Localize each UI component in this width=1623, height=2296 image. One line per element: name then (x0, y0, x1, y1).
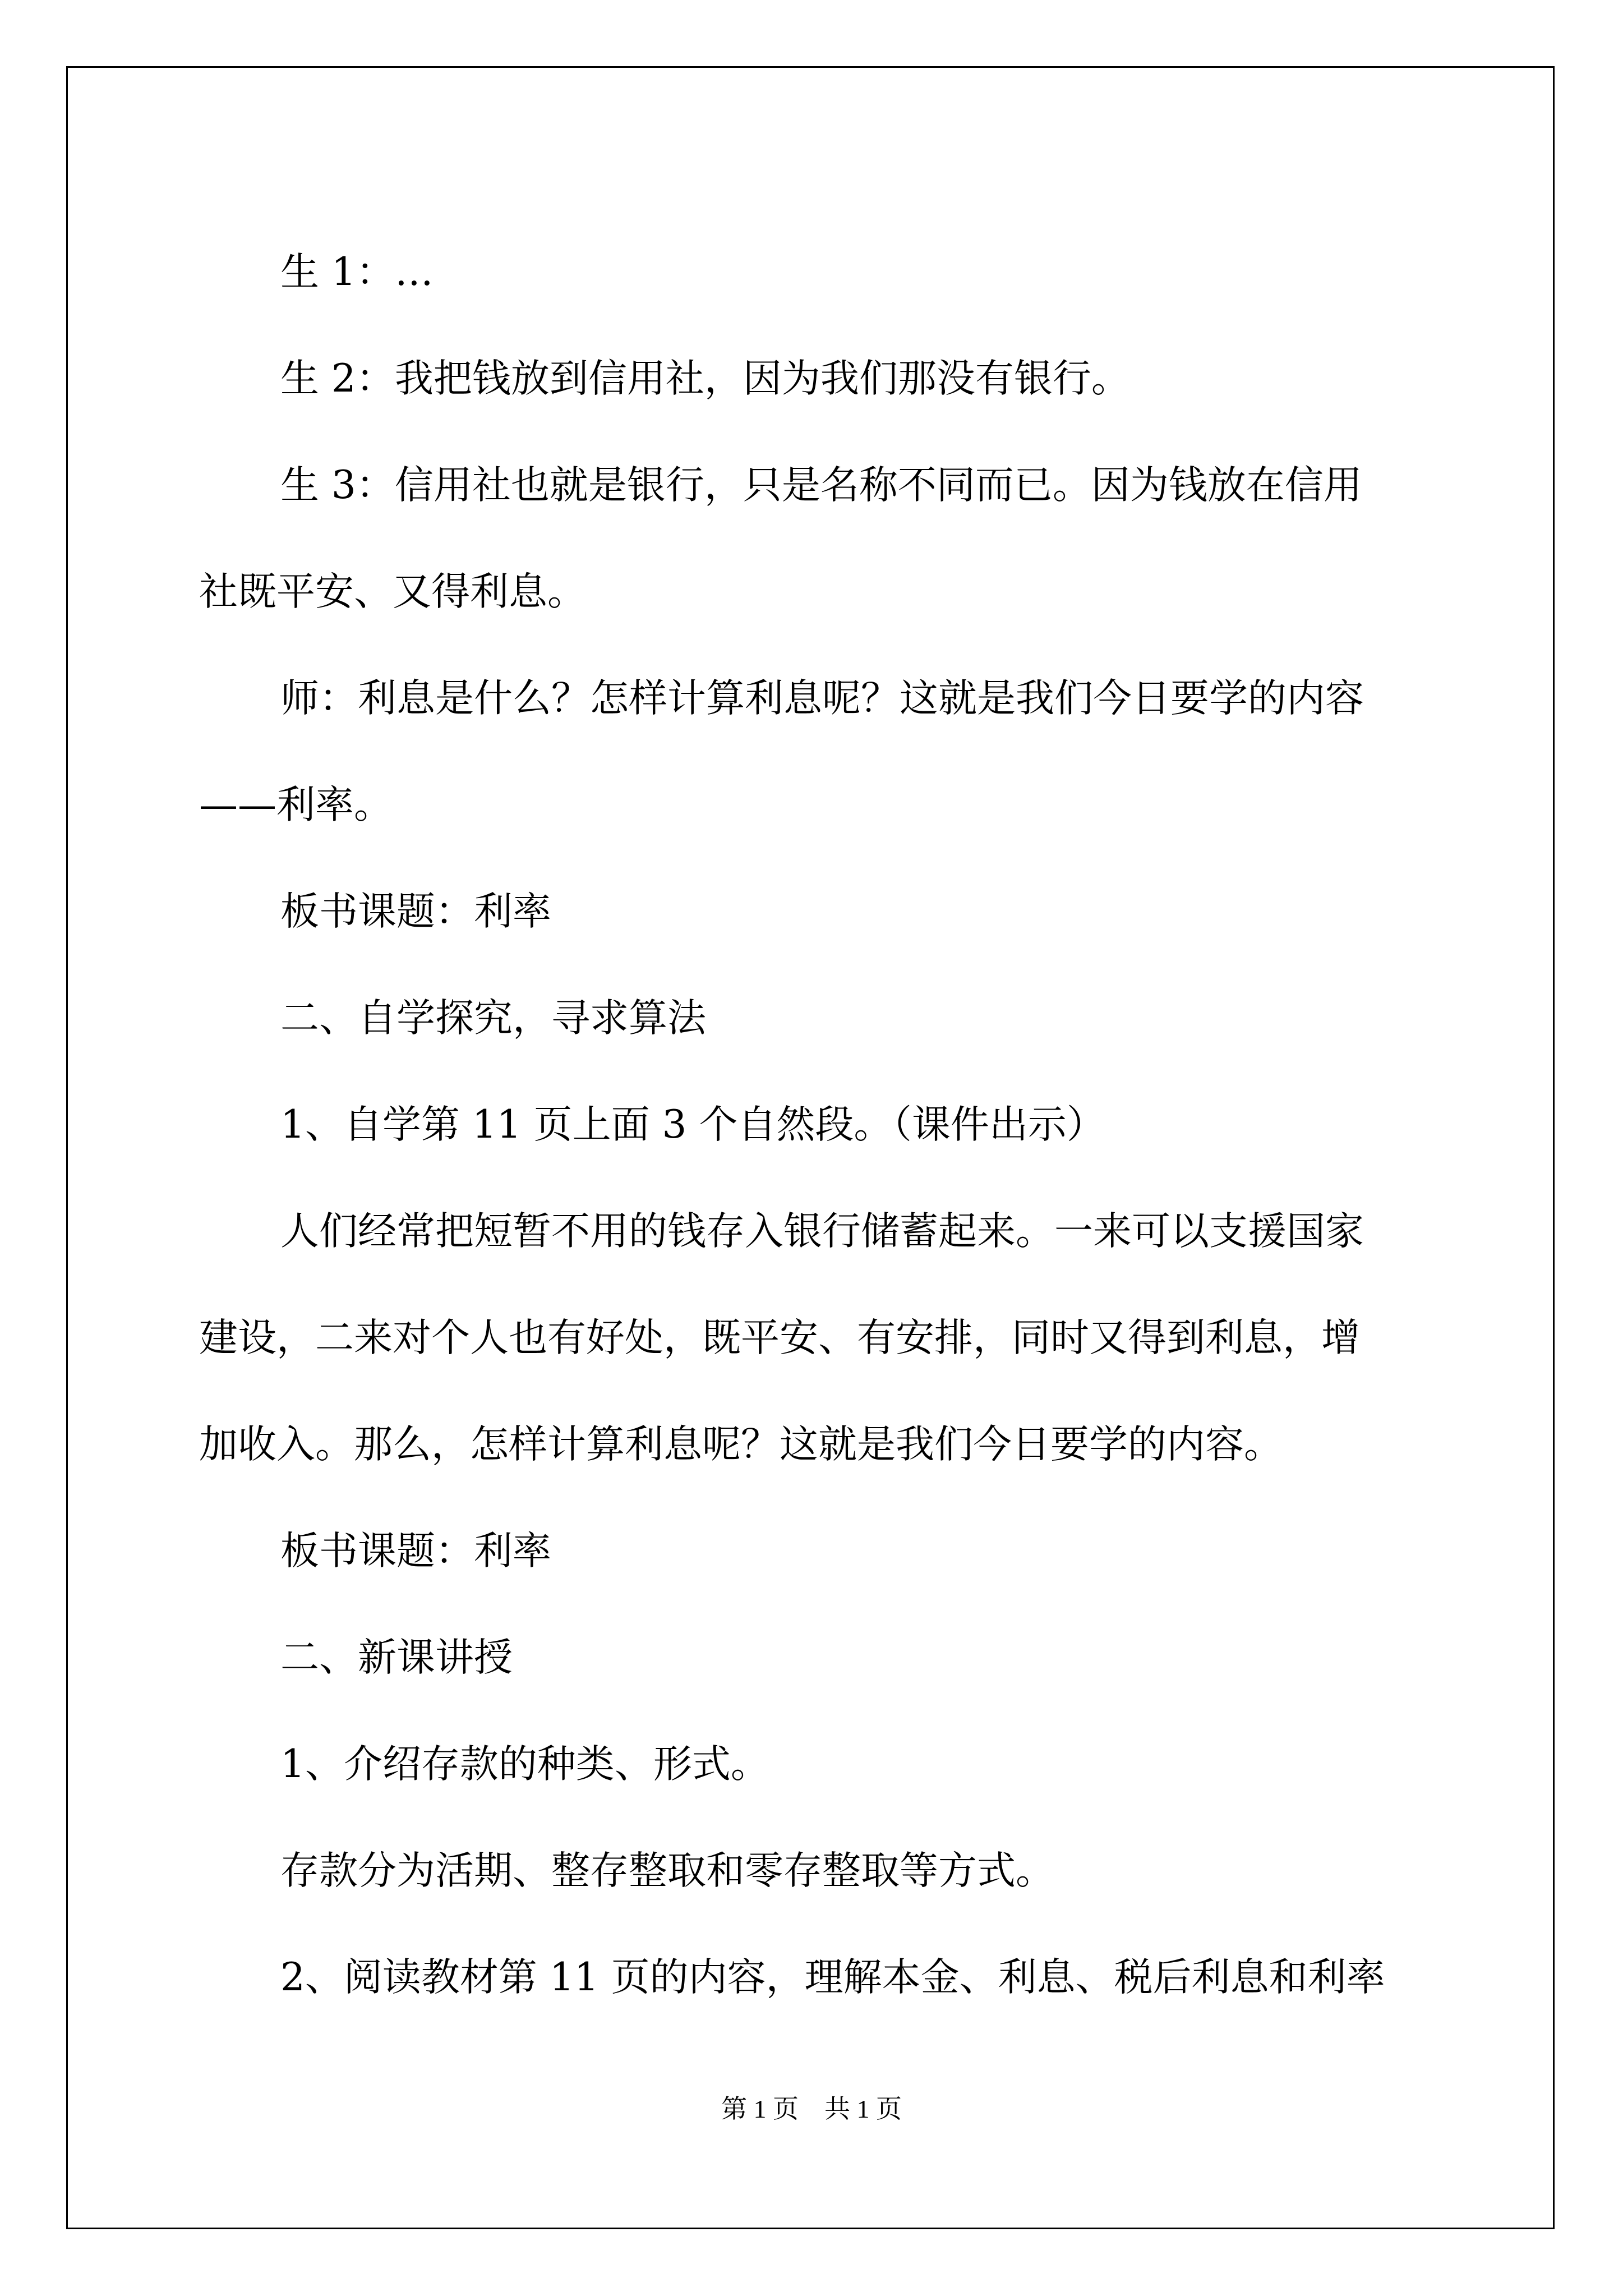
paragraph: 板书课题：利率 (280, 1529, 551, 1573)
paragraph-continuation: 建设，二来对个人也有好处，既平安、有安排，同时又得到利息，增 (199, 1315, 1360, 1360)
paragraph-continuation: ——利率。 (199, 783, 393, 827)
paragraph: 1、介绍存款的种类、形式。 (280, 1742, 769, 1787)
paragraph: 师：利息是什么？怎样计算利息呢？这就是我们今日要学的内容 (280, 676, 1364, 721)
section-heading: 二、自学探究，寻求算法 (280, 996, 706, 1041)
paragraph-continuation: 社既平安、又得利息。 (199, 569, 586, 614)
paragraph: 生 1：… (280, 250, 434, 295)
paragraph: 板书课题：利率 (280, 889, 551, 934)
paragraph: 2、阅读教材第 11 页的内容，理解本金、利息、税后利息和利率 (280, 1955, 1385, 2000)
paragraph: 生 3：信用社也就是银行，只是名称不同而已。因为钱放在信用 (280, 463, 1362, 508)
paragraph: 生 2：我把钱放到信用社，因为我们那没有银行。 (280, 356, 1130, 401)
page-footer: 第 1 页 共 1 页 (721, 2095, 902, 2123)
paragraph: 人们经常把短暂不用的钱存入银行储蓄起来。一来可以支援国家 (280, 1209, 1364, 1254)
paragraph-continuation: 加收入。那么，怎样计算利息呢？这就是我们今日要学的内容。 (199, 1422, 1283, 1467)
paragraph: 存款分为活期、整存整取和零存整取等方式。 (280, 1848, 1054, 1893)
paragraph: 1、自学第 11 页上面 3 个自然段。（课件出示） (280, 1102, 1105, 1147)
document-body (199, 219, 1433, 2031)
section-heading: 二、新课讲授 (280, 1635, 513, 1680)
